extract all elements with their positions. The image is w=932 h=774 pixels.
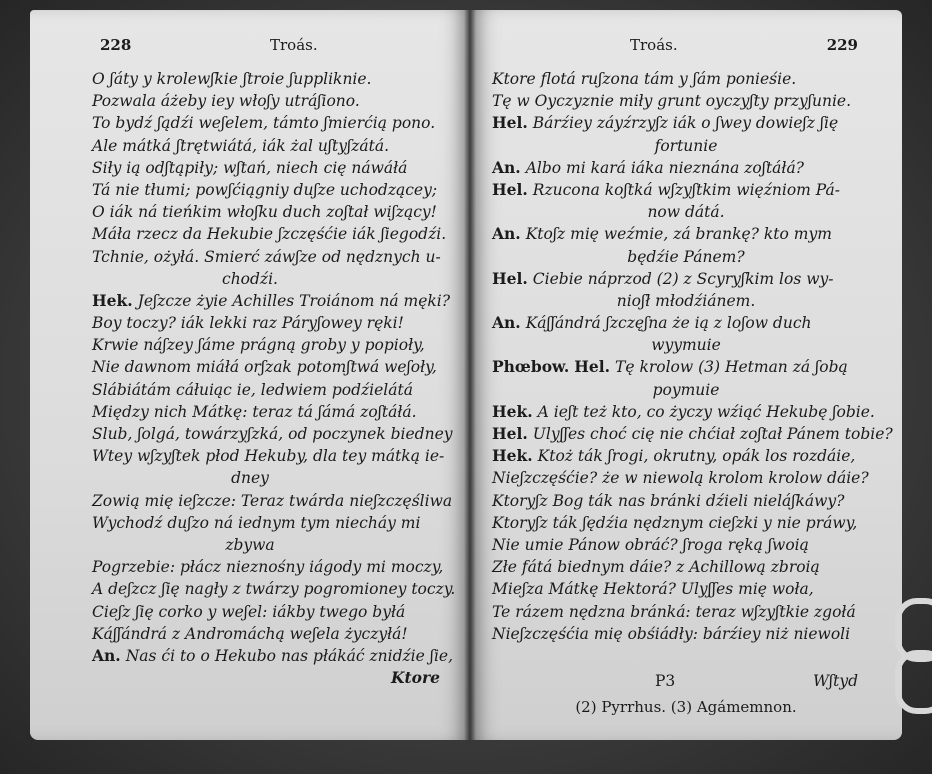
verse-text: Boy toczy? iák lekki raz Páryʃowey ręki! xyxy=(92,314,404,333)
verse-line xyxy=(470,356,902,378)
speaker-label: An. xyxy=(492,157,521,177)
verse-line xyxy=(470,379,902,401)
verse-text: A ieʃt też kto, co życzy wźiąć Hekubę ʃobie. xyxy=(537,402,875,421)
verse-text: Rzucona koʃtká wʃzyʃtkim więźniom Pá- xyxy=(532,180,840,199)
verse-line xyxy=(30,223,470,245)
verse-text: Bárźiey záyźrzyʃz iák o ʃwey dowieʃz ʃię xyxy=(532,114,839,133)
verse-line xyxy=(30,667,470,689)
verse-text: Nie dawnom miáłá orʃzak potomʃtwá weʃoły, xyxy=(92,358,437,377)
verse-line xyxy=(30,268,470,290)
right-verse-lines xyxy=(470,68,902,645)
verse-line xyxy=(30,246,470,268)
verse-line xyxy=(470,246,902,268)
verse-line xyxy=(30,423,470,445)
right-page xyxy=(470,10,902,740)
left-page-header xyxy=(30,36,470,58)
verse-text: Wtey wʃzyʃtek płod Hekuby, dla tey mátką ie- xyxy=(92,447,445,466)
verse-line xyxy=(470,601,902,623)
verse-text: Slábiátám cáłuiąc ie, ledwiem podźielátá xyxy=(92,380,413,399)
verse-line xyxy=(470,157,902,179)
verse-text: O ʃáty y krolewʃkie ʃtroie ʃuppliknie. xyxy=(92,70,372,88)
speaker-label: Hek. xyxy=(492,446,533,466)
verse-line xyxy=(30,379,470,401)
verse-line xyxy=(470,512,902,534)
verse-text: Ale mátká ʃtrętwiátá, iák żal uʃtyʃzátá. xyxy=(92,136,390,155)
verse-text: To bydź ʃądźi weʃelem, támto ʃmierćią pono. xyxy=(92,114,436,133)
speaker-label: Hek. xyxy=(492,401,533,421)
verse-line xyxy=(470,534,902,556)
speaker-label: Hel. xyxy=(492,113,528,133)
verse-line xyxy=(30,112,470,134)
verse-line xyxy=(470,467,902,489)
verse-text: Wychodź duʃzo ná iednym tym niecháy mi xyxy=(92,513,421,532)
verse-text: Ktoryʃz Bog ták nas bránki dźieli nieláʃkáwy? xyxy=(492,491,845,510)
verse-text: O iák ná tieńkim włoʃku duch zoʃtał wiʃzący! xyxy=(92,203,437,222)
verse-line xyxy=(470,578,902,600)
verse-line xyxy=(470,334,902,356)
verse-line xyxy=(470,68,902,90)
verse-text: Nas ći to o Hekubo nas płákáć znidźie ʃie, xyxy=(125,646,453,665)
speaker-label: Phœbow. xyxy=(492,357,570,377)
book-gutter xyxy=(464,10,476,740)
verse-text: Krwie náʃzey ʃáme prágną groby y popioły, xyxy=(92,336,425,355)
verse-line xyxy=(30,601,470,623)
verse-line xyxy=(30,467,470,489)
verse-text: Ktoż ták ʃrogi, okrutny, opák los rozdáie, xyxy=(537,447,856,466)
verse-text: zbywa xyxy=(225,535,275,554)
catchword: Wʃtyd xyxy=(812,672,858,690)
left-page xyxy=(30,10,470,740)
verse-line xyxy=(30,512,470,534)
verse-line xyxy=(30,312,470,334)
verse-text: wyymuie xyxy=(651,336,721,355)
right-page-header xyxy=(470,36,902,58)
speaker-label: An. xyxy=(92,645,121,665)
verse-line xyxy=(30,157,470,179)
verse-text: chodźi. xyxy=(222,269,278,288)
verse-text: Nieʃzczęśćie? że w niewolą krolom krolow dáie? xyxy=(492,469,869,488)
footnote: (2) Pyrrhus. (3) Agámemnon. xyxy=(575,698,797,716)
verse-text: Ktoʃz mię weźmie, zá brankę? kto mym xyxy=(525,225,832,244)
speaker-label: An. xyxy=(492,313,521,333)
verse-line xyxy=(30,290,470,312)
verse-line xyxy=(30,356,470,378)
speaker-label: Hek. xyxy=(92,290,133,310)
verse-line xyxy=(470,401,902,423)
verse-text: Jeʃzcze żyie Achilles Troiánom ná męki? xyxy=(137,291,451,310)
verse-text: Tę w Oyczyznie miły grunt oyczyʃty przyʃunie. xyxy=(492,92,852,111)
verse-line xyxy=(30,645,470,667)
verse-line xyxy=(470,112,902,134)
verse-text: Zowią mię ieʃzcze: Teraz twárda nieʃzczęśliwa xyxy=(92,491,453,510)
verse-text: Mieʃza Mátkę Hektorá? Ulyʃʃes mię woła, xyxy=(492,580,814,599)
left-verse-lines xyxy=(30,68,470,689)
verse-text: Ktore xyxy=(391,668,440,688)
verse-text: Te rázem nędzna bránká: teraz wʃzyʃtkie zgołá xyxy=(492,602,856,621)
verse-line xyxy=(30,445,470,467)
verse-text: Máła rzecz da Hekubie ʃzczęśćie iák ʃiegodźi. xyxy=(92,225,447,244)
speaker-label: Hel. xyxy=(492,424,528,443)
verse-line xyxy=(30,401,470,423)
binder-clip-bottom xyxy=(895,650,932,714)
verse-line xyxy=(470,623,902,645)
speaker-label: Hel. xyxy=(492,268,528,288)
speaker-label: Hel. xyxy=(574,357,611,377)
verse-text: Ktore flotá ruʃzona tám y ʃám ponieśie. xyxy=(492,70,797,88)
verse-text: Nie umie Pánow obráć? ʃroga ręką ʃwoią xyxy=(492,535,809,554)
verse-line xyxy=(470,556,902,578)
verse-line xyxy=(30,179,470,201)
verse-line xyxy=(30,556,470,578)
verse-line xyxy=(30,578,470,600)
verse-line xyxy=(470,90,902,112)
verse-line xyxy=(470,423,902,445)
verse-text: Tchnie, ożyłá. Smierć záwʃze od nędznych u- xyxy=(92,247,441,266)
verse-line xyxy=(470,445,902,467)
verse-line xyxy=(30,623,470,645)
signature-row xyxy=(470,672,902,694)
verse-text: Tá nie tłumi; powʃćiągniy duʃze uchodzącey; xyxy=(92,180,438,199)
verse-line xyxy=(30,534,470,556)
speaker-label: An. xyxy=(492,224,521,244)
verse-text: Albo mi kará iáka nieznána zoʃtáłá? xyxy=(525,158,804,177)
verse-text: Między nich Mátkę: teraz tá ʃámá zoʃtáłá. xyxy=(92,402,417,421)
left-page-number: 228 xyxy=(100,36,132,54)
right-running-head: Troás. xyxy=(630,36,678,54)
verse-text: A deʃzcz ʃię nagły z twárzy pogromioney toczy. xyxy=(92,580,456,599)
left-running-head: Troás. xyxy=(270,36,318,54)
verse-line xyxy=(470,312,902,334)
verse-line xyxy=(470,223,902,245)
verse-text: Cieʃz ʃię corko y weʃel: iákby twego byłá xyxy=(92,602,406,621)
verse-line xyxy=(30,490,470,512)
verse-line xyxy=(470,490,902,512)
verse-text: fortunie xyxy=(654,136,718,155)
verse-text: Slub, ʃolgá, towárzyʃzká, od poczynek biedney xyxy=(92,425,453,443)
verse-text: Tę krolow (3) Hetman zá ʃobą xyxy=(615,358,848,377)
right-page-number: 229 xyxy=(826,36,858,54)
verse-text: dney xyxy=(231,469,269,488)
verse-line xyxy=(470,290,902,312)
verse-line xyxy=(470,201,902,223)
verse-text: Ulyʃʃes choć cię nie chćiał zoʃtał Pánem tobie? xyxy=(532,425,893,443)
verse-text: Siły ią odʃtąpiły; wʃtań, niech cię náwáłá xyxy=(92,158,408,177)
verse-text: nioʃł młodźiánem. xyxy=(616,291,756,310)
verse-line xyxy=(470,179,902,201)
verse-line xyxy=(30,135,470,157)
verse-text: Pogrzebie: płácz nieznośny iágody mi moczy, xyxy=(92,558,444,577)
verse-line xyxy=(470,135,902,157)
verse-text: Ciebie náprzod (2) z Scyryʃkim los wy- xyxy=(532,269,834,288)
verse-text: Pozwala áżeby iey włoʃy utráʃiono. xyxy=(92,92,360,111)
verse-line xyxy=(470,268,902,290)
speaker-label: Hel. xyxy=(492,179,528,199)
verse-text: Złe fátá biednym dáie? z Achillową zbroią xyxy=(492,558,820,577)
verse-text: będźie Pánem? xyxy=(627,247,745,266)
verse-text: Nieʃzczęśćia mię obśiádły: bárźiey niż niewoli xyxy=(492,624,851,643)
verse-text: now dátá. xyxy=(647,203,725,222)
verse-line xyxy=(30,68,470,90)
signature-mark: P3 xyxy=(655,672,676,690)
verse-line xyxy=(30,90,470,112)
verse-text: Káʃʃándrá z Andromáchą weʃela życzyłá! xyxy=(92,624,408,643)
verse-text: poymuie xyxy=(652,380,720,399)
verse-line xyxy=(30,334,470,356)
verse-text: Ktoryʃz ták ʃędźia nędznym cieʃzki y nie práwy, xyxy=(492,513,858,532)
verse-text: Káʃʃándrá ʃzczęʃna że ią z loʃow duch xyxy=(525,314,812,333)
verse-line xyxy=(30,201,470,223)
